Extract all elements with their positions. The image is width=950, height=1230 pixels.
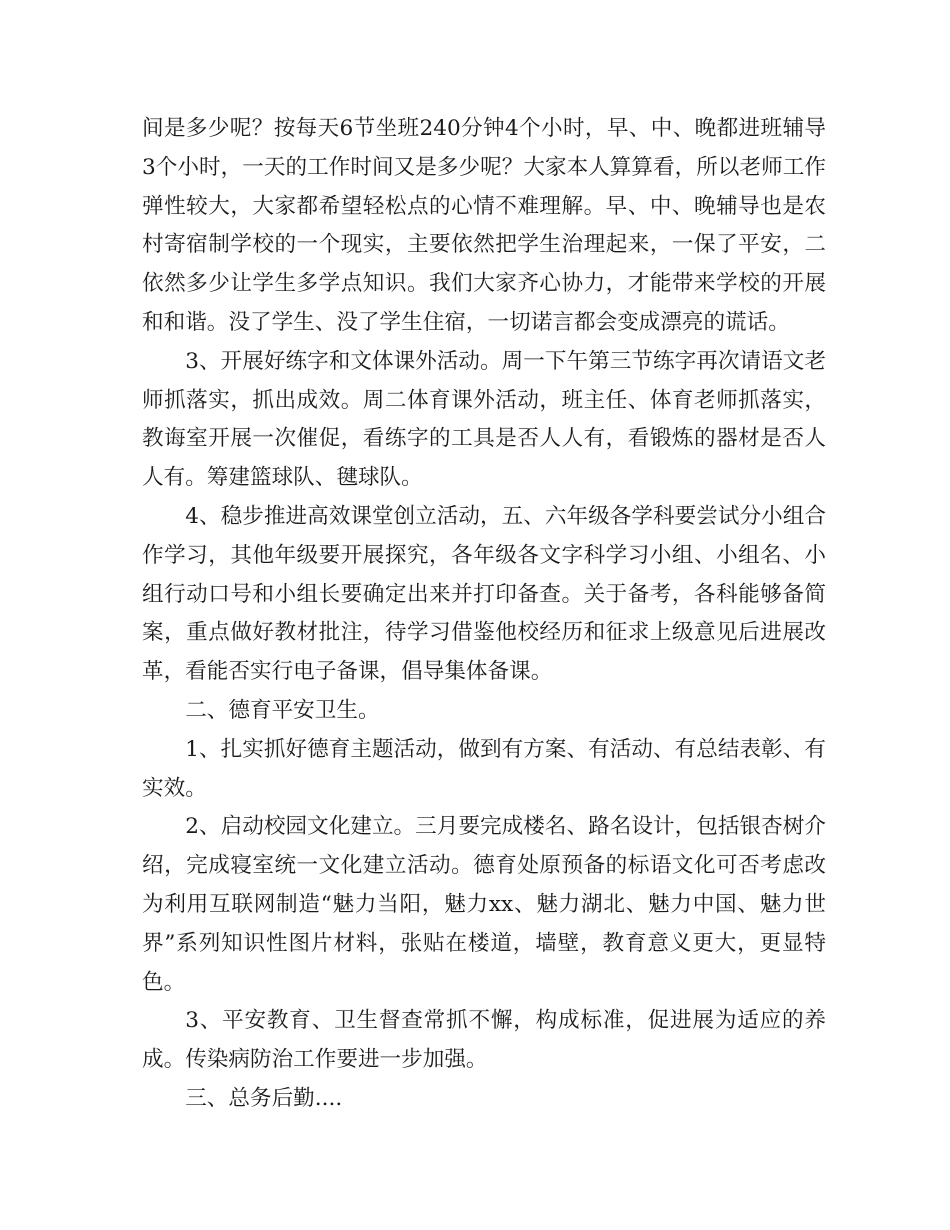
paragraph-moral-item-2: 2、启动校园文化建立。三月要完成楼名、路名设计，包括银杏树介绍，完成寝室统一文化建立活动。德育处原预备的标语文化可否考虑改为利用互联网制造“魅力当阳，魅力xx、魅力湖北、魅力中国、魅力世界”系列知识性图片材料，张贴在楼道，墙壁，教育意义更大，更显特色。 [142,814,826,995]
paragraph-item-3: 3、开展好练字和文体课外活动。周一下午第三节练字再次请语文老师抓落实，抓出成效。周二体育课外活动，班主任、体育老师抓落实，教诲室开展一次催促，看练字的工具是否人人有，看锻炼的器材是否人人有。筹建篮球队、毽球队。 [142,348,826,491]
paragraph-item-4: 4、稳步推进高效课堂创立活动，五、六年级各学科要尝试分小组合作学习，其他年级要开展探究，各年级各文字科学习小组、小组名、小组行动口号和小组长要确定出来并打印备查。关于备考，各科能够备简案，重点做好教材批注，待学习借鉴他校经历和征求上级意见后进展改革，看能否实行电子备课，倡导集体备课。 [142,503,826,685]
paragraph-continuation: 间是多少呢？按每天6节坐班240分钟4个小时，早、中、晚都进班辅导3个小时，一天的工作时间又是多少呢？大家本人算算看，所以老师工作弹性较大，大家都希望轻松点的心情不难理解。早、中、晚辅导也是农村寄宿制学校的一个现实，主要依然把学生治理起来，一保了平安，二依然多少让学生多学点知识。我们大家齐心协力，才能带来学校的开展和和谐。没了学生、没了学生住宿，一切诺言都会变成漂亮的谎话。 [142,116,826,335]
document-body [142,110,826,1119]
paragraph-moral-item-3: 3、平安教育、卫生督查常抓不懈，构成标准，促进展为适应的养成。传染病防治工作要进一步加强。 [142,1008,826,1073]
section-heading-moral-safety: 二、德育平安卫生。 [185,697,380,723]
paragraph-moral-item-1: 1、扎实抓好德育主题活动，做到有方案、有活动、有总结表彰、有实效。 [142,736,826,801]
section-heading-logistics: 三、总务后勤.... [185,1085,343,1111]
